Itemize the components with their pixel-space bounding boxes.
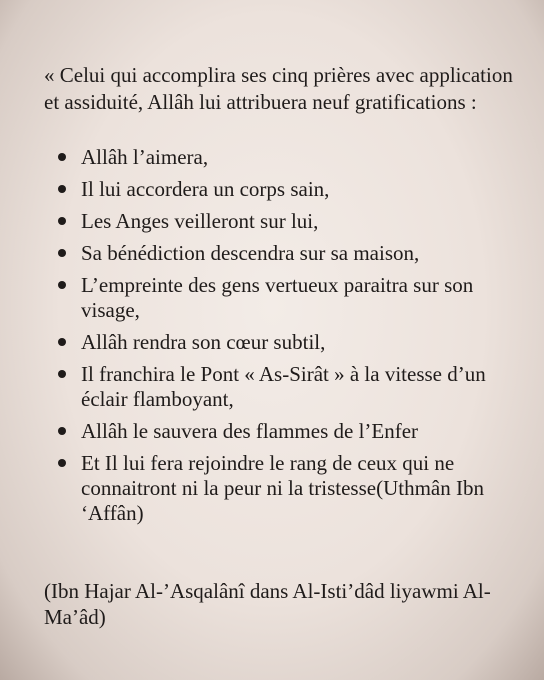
list-item-text: Sa bénédiction descendra sur sa maison, bbox=[81, 241, 420, 265]
bullet-icon bbox=[58, 459, 66, 467]
list-item-text: Allâh l’aimera, bbox=[81, 145, 209, 169]
list-item-text: Les Anges veilleront sur lui, bbox=[81, 209, 319, 233]
bullet-icon bbox=[58, 153, 66, 161]
bullet-icon bbox=[58, 217, 66, 225]
bullet-icon bbox=[58, 338, 66, 346]
bullet-icon bbox=[58, 370, 66, 378]
list-item-text: Il lui accordera un corps sain, bbox=[81, 177, 330, 201]
list-item bbox=[44, 209, 514, 234]
list-item bbox=[44, 362, 514, 412]
list-item bbox=[44, 241, 514, 266]
bullet-icon bbox=[58, 249, 66, 257]
list-item-text: Il franchira le Pont « As-Sirât » à la vitesse d’un éclair flamboyant, bbox=[81, 362, 486, 411]
list-item bbox=[44, 145, 514, 170]
list-item-text: Allâh rendra son cœur subtil, bbox=[81, 330, 326, 354]
list-item bbox=[44, 419, 514, 444]
document-body bbox=[44, 62, 514, 630]
intro-paragraph: « Celui qui accomplira ses cinq prières avec application et assiduité, Allâh lui attribuera neuf gratifications : bbox=[44, 63, 513, 114]
bullet-icon bbox=[58, 427, 66, 435]
bullet-icon bbox=[58, 281, 66, 289]
list-item bbox=[44, 451, 514, 526]
list-item bbox=[44, 330, 514, 355]
source-citation: (Ibn Hajar Al-’Asqalânî dans Al-Isti’dâd liyawmi Al-Ma’âd) bbox=[44, 579, 491, 629]
list-item bbox=[44, 177, 514, 202]
list-item-text: L’empreinte des gens vertueux paraitra sur son visage, bbox=[81, 273, 474, 322]
list-item-text: Allâh le sauvera des flammes de l’Enfer bbox=[81, 419, 419, 443]
bullet-icon bbox=[58, 185, 66, 193]
list-item bbox=[44, 273, 514, 323]
list-item-text: Et Il lui fera rejoindre le rang de ceux qui ne connaitront ni la peur ni la tristesse(Uthmân Ibn ‘Affân) bbox=[81, 451, 484, 525]
gratifications-list bbox=[44, 145, 514, 526]
